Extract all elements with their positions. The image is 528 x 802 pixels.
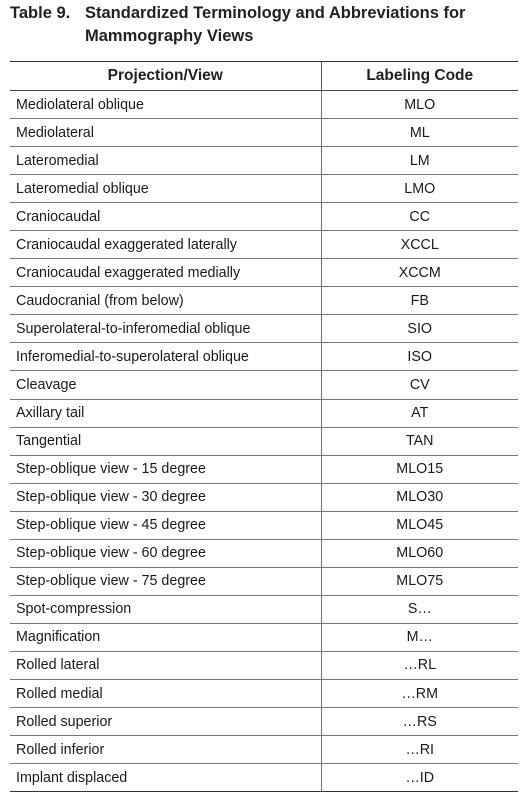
projection-view-cell: Step-oblique view - 30 degree [10,483,321,511]
table-number: Table 9. [10,4,71,22]
projection-view-cell: Cleavage [10,371,321,399]
projection-view-cell: Implant displaced [10,764,321,792]
table-caption [10,2,520,48]
projection-view-cell: Caudocranial (from below) [10,287,321,315]
projection-view-cell: Inferomedial-to-superolateral oblique [10,343,321,371]
labeling-code-cell: ML [321,119,518,147]
projection-view-cell: Step-oblique view - 75 degree [10,567,321,595]
table-row [10,736,518,764]
projection-view-cell: Rolled inferior [10,736,321,764]
table-row [10,399,518,427]
labeling-code-cell: S… [321,595,518,623]
mammography-views-table [10,61,518,792]
labeling-code-cell: MLO60 [321,539,518,567]
table-row [10,679,518,707]
projection-view-cell: Step-oblique view - 45 degree [10,511,321,539]
labeling-code-cell: …ID [321,764,518,792]
projection-view-cell: Craniocaudal exaggerated medially [10,259,321,287]
projection-view-cell: Magnification [10,623,321,651]
labeling-code-cell: …RM [321,679,518,707]
table-row [10,623,518,651]
projection-view-cell: Superolateral-to-inferomedial oblique [10,315,321,343]
table-row [10,764,518,792]
labeling-code-cell: MLO45 [321,511,518,539]
projection-view-cell: Tangential [10,427,321,455]
labeling-code-cell: FB [321,287,518,315]
labeling-code-cell: TAN [321,427,518,455]
projection-view-cell: Step-oblique view - 60 degree [10,539,321,567]
table-row [10,147,518,175]
table-row [10,91,518,119]
projection-view-cell: Craniocaudal exaggerated laterally [10,231,321,259]
labeling-code-cell: …RI [321,736,518,764]
table-row [10,511,518,539]
table-row [10,651,518,679]
table-row [10,371,518,399]
labeling-code-cell: CV [321,371,518,399]
labeling-code-cell: XCCM [321,259,518,287]
labeling-code-cell: MLO75 [321,567,518,595]
labeling-code-cell: LM [321,147,518,175]
labeling-code-cell: CC [321,203,518,231]
table-title-line-2: Mammography Views [85,27,254,45]
table-row [10,203,518,231]
projection-view-cell: Axillary tail [10,399,321,427]
labeling-code-cell: AT [321,399,518,427]
projection-view-cell: Rolled medial [10,679,321,707]
table-row [10,567,518,595]
table-title-line-1: Standardized Terminology and Abbreviations for [85,4,466,22]
table-row [10,427,518,455]
projection-view-cell: Mediolateral oblique [10,91,321,119]
labeling-code-cell: ISO [321,343,518,371]
labeling-code-cell: M… [321,623,518,651]
labeling-code-cell: XCCL [321,231,518,259]
table-row [10,708,518,736]
projection-view-cell: Lateromedial oblique [10,175,321,203]
projection-view-cell: Craniocaudal [10,203,321,231]
table-row [10,483,518,511]
column-header-projection: Projection/View [10,62,321,91]
projection-view-cell: Rolled superior [10,708,321,736]
labeling-code-cell: MLO15 [321,455,518,483]
table-row [10,595,518,623]
table-row [10,259,518,287]
projection-view-cell: Lateromedial [10,147,321,175]
table-row [10,175,518,203]
table-row [10,455,518,483]
table-body [10,91,518,792]
projection-view-cell: Step-oblique view - 15 degree [10,455,321,483]
labeling-code-cell: LMO [321,175,518,203]
labeling-code-cell: …RS [321,708,518,736]
projection-view-cell: Rolled lateral [10,651,321,679]
table-row [10,315,518,343]
labeling-code-cell: MLO30 [321,483,518,511]
labeling-code-cell: MLO [321,91,518,119]
table-row [10,287,518,315]
table-row [10,343,518,371]
table-row [10,231,518,259]
projection-view-cell: Spot-compression [10,595,321,623]
labeling-code-cell: …RL [321,651,518,679]
table-row [10,119,518,147]
table-header-row [10,62,518,91]
table-row [10,539,518,567]
labeling-code-cell: SIO [321,315,518,343]
column-header-labeling-code: Labeling Code [321,62,518,91]
projection-view-cell: Mediolateral [10,119,321,147]
